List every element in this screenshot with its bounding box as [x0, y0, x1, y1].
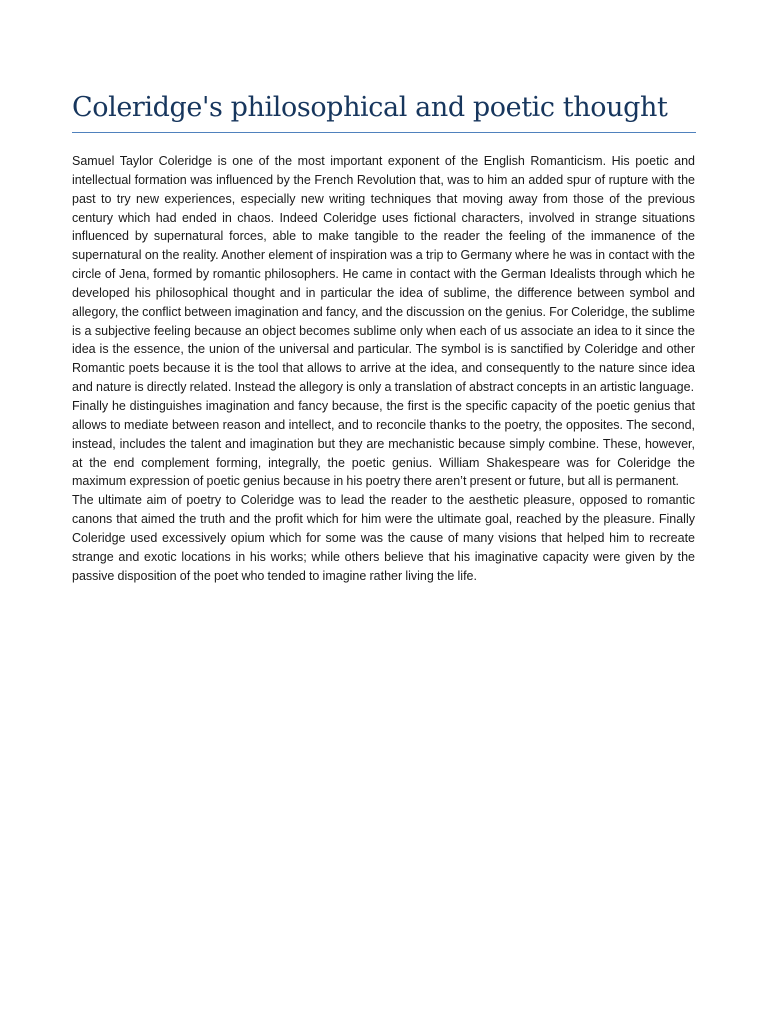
body-text [72, 152, 695, 585]
title-underline [72, 132, 696, 133]
paragraph-2: Finally he distinguishes imagination and fancy because, the first is the specific capacity of the poetic genius that allows to mediate between reason and intellect, and to reconcile thanks to the poetry, the opposites. The second, instead, includes the talent and imagination but they are mechanistic because simply combine. These, however, at the end complement forming, integrally, the poetic genius. William Shakespeare was for Coleridge the maximum expression of poetic genius because in his poetry there aren’t present or future, but all is permanent. [72, 398, 695, 489]
page-title: Coleridge's philosophical and poetic thought [72, 92, 668, 123]
paragraph-1: Samuel Taylor Coleridge is one of the most important exponent of the English Romanticism. His poetic and intellectual formation was influenced by the French Revolution that, was to him an added spur of rupture with the past to try new experiences, especially new writing techniques that moving away from those of the previous century which had ended in chaos. Indeed Coleridge uses fictional characters, involved in strange situations influenced by supernatural forces, able to make tangible to the reader the feeling of the immanence of the supernatural on the reality. Another element of inspiration was a trip to Germany where he was in contact with the circle of Jena, formed by romantic philosophers. He came in contact with the German Idealists through which he developed his philosophical thought and in particular the idea of sublime, the difference between symbol and allegory, the conflict between imagination and fancy, and the discussion on the genius. For Coleridge, the sublime is a subjective feeling because an object becomes sublime only when each of us associate an idea to it since the idea is the essence, the union of the universal and particular. The symbol is is sanctified by Coleridge and other Romantic poets because it is the tool that allows to arrive at the idea, and consequently to the nature since idea and nature is directly related. Instead the allegory is only a translation of abstract concepts in an artistic language. [72, 154, 695, 395]
paragraph-3: The ultimate aim of poetry to Coleridge was to lead the reader to the aesthetic pleasure, opposed to romantic canons that aimed the truth and the profit which for him were the ultimate goal, reached by the pleasure. Finally Coleridge used excessively opium which for some was the cause of many visions that helped him to recreate strange and exotic locations in his works; while others believe that his imaginative capacity were given by the passive disposition of the poet who tended to imagine rather living the life. [72, 493, 695, 583]
